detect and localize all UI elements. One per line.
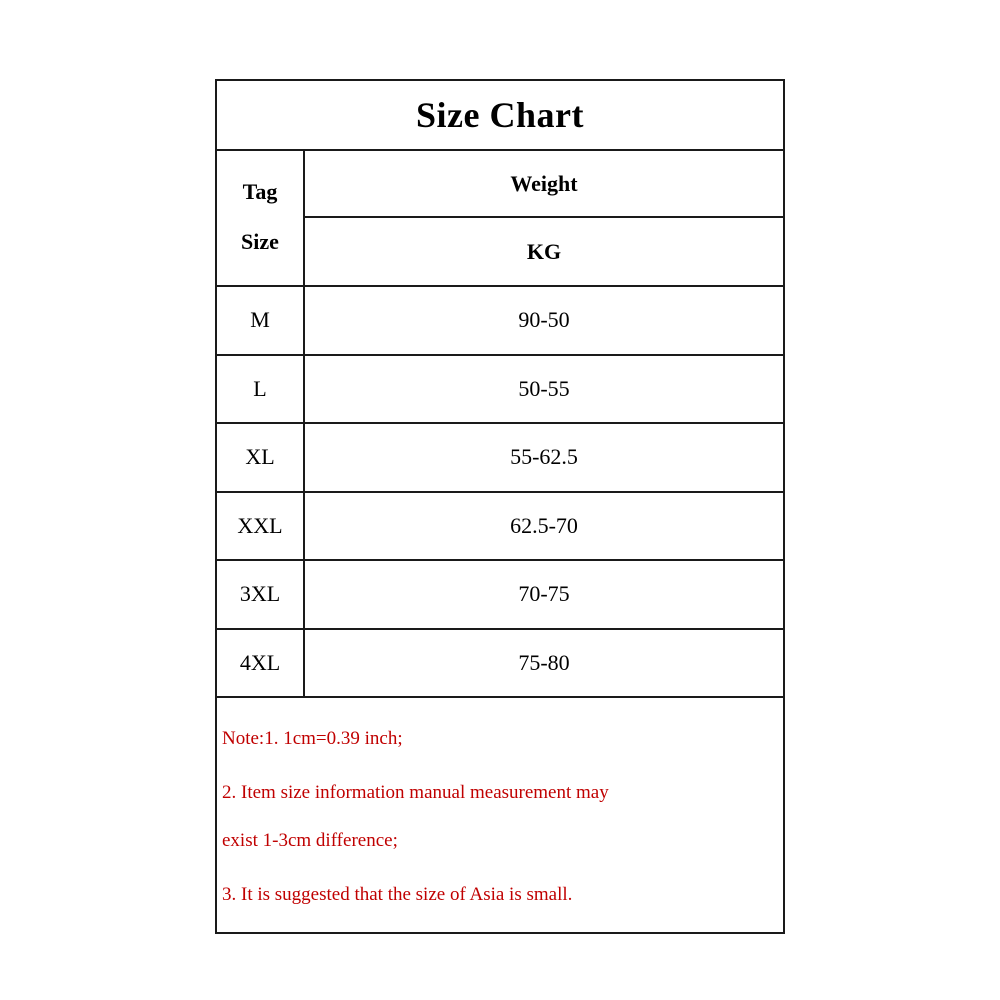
size-cell: M	[217, 287, 305, 354]
size-chart-table	[215, 79, 785, 934]
table-row	[217, 356, 783, 425]
weight-cell: 90-50	[518, 307, 570, 333]
weight-cell: 55-62.5	[510, 444, 578, 470]
unit-header-label: KG	[526, 238, 562, 264]
weight-header-label: Weight	[510, 170, 578, 196]
weight-cell: 50-55	[518, 375, 570, 401]
table-row	[217, 561, 783, 630]
notes-section	[217, 698, 783, 934]
unit-header-cell	[305, 218, 783, 285]
note-measurement-line1: 2. Item size information manual measurement may	[222, 782, 609, 803]
size-header-label: Size	[241, 229, 279, 254]
size-cell: L	[217, 356, 305, 423]
note-measurement-line2: exist 1-3cm difference;	[222, 830, 398, 851]
weight-cell: 70-75	[518, 581, 570, 607]
size-cell: 4XL	[217, 630, 305, 697]
chart-title: Size Chart	[416, 95, 584, 135]
weight-cell: 75-80	[518, 649, 570, 675]
weight-cell: 62.5-70	[510, 512, 578, 538]
note-conversion: Note:1. 1cm=0.39 inch;	[222, 728, 403, 749]
tag-header-label: Tag	[242, 179, 278, 204]
table-header	[217, 151, 783, 287]
tag-size-header-cell	[217, 151, 305, 285]
table-row	[217, 424, 783, 493]
size-cell: XL	[217, 424, 305, 491]
table-body	[217, 287, 783, 698]
table-row	[217, 493, 783, 562]
table-row	[217, 287, 783, 356]
note-asia-size: 3. It is suggested that the size of Asia is small.	[222, 884, 573, 905]
weight-header-cell	[305, 151, 783, 218]
title-row	[217, 81, 783, 151]
size-cell: XXL	[217, 493, 305, 560]
size-cell: 3XL	[217, 561, 305, 628]
table-row	[217, 630, 783, 699]
